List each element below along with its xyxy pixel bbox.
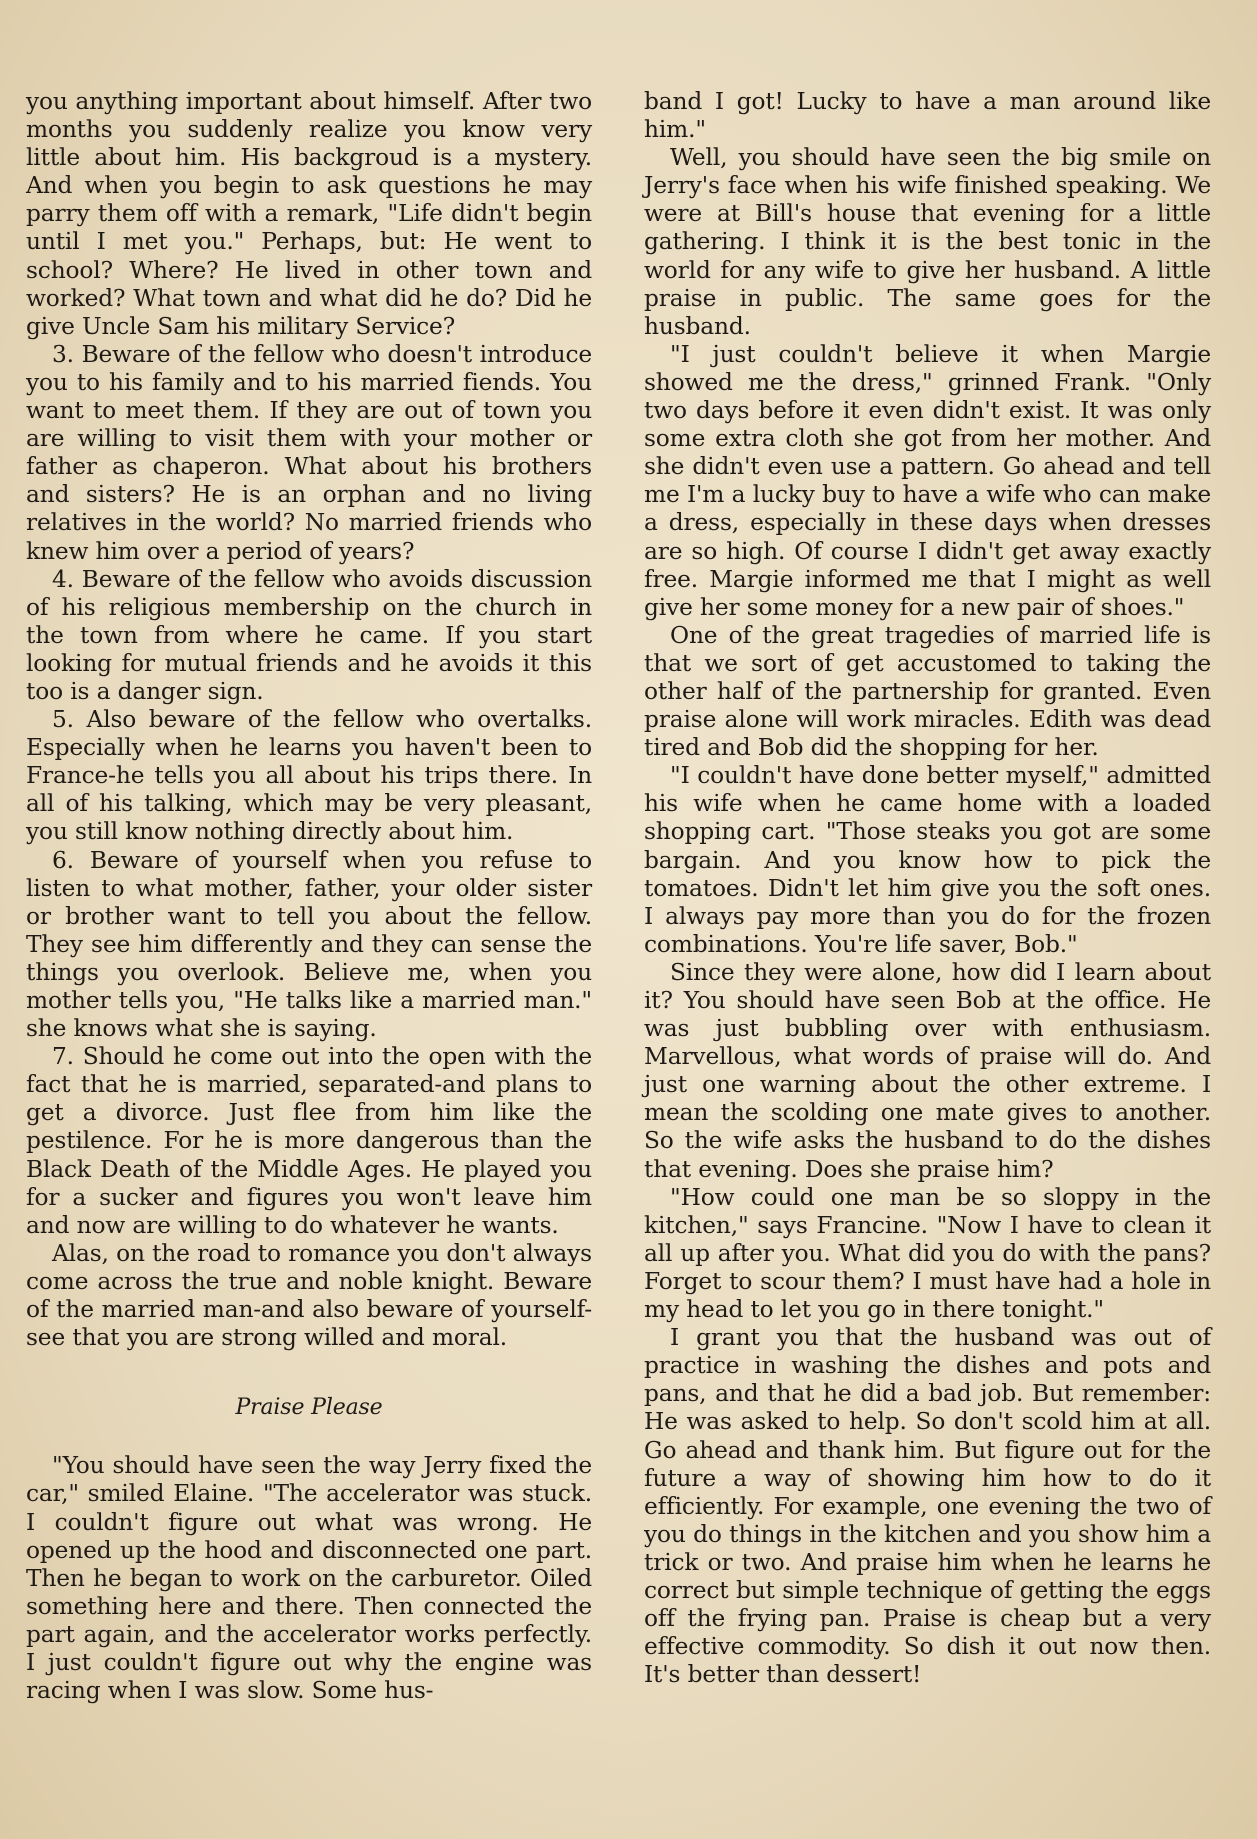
paragraph: "You should have seen the way Jerry fixed the car," smiled Elaine. "The accelerator was stuck. I couldn't figure out what was wrong. He opened up the hood and disconnected one part. Then he began to work on the carburetor. Oiled something here and there. Then connected the part again, and the accelerator works perfectly. I just couldn't figure out why the engine was racing when I was slow. Some hus- xyxy=(26,1452,592,1705)
right-column xyxy=(644,88,1211,1689)
paragraph: 5. Also beware of the fellow who overtalks. Especially when he learns you haven't been to France-he tells you all about his trips there. In all of his talking, which may be very pleasant, you still know nothing directly about him. xyxy=(26,706,592,846)
paragraph: 3. Beware of the fellow who doesn't introduce you to his family and to his married fiends. You want to meet them. If they are out of town you are willing to visit them with your mother or father as chaperon. What about his brothers and sisters? He is an orphan and no living relatives in the world? No married friends who knew him over a period of years? xyxy=(26,340,592,565)
paragraph: "How could one man be so sloppy in the kitchen," says Francine. "Now I have to clean it all up after you. What did you do with the pans? Forget to scour them? I must have had a hole in my head to let you go in there tonight." xyxy=(644,1183,1211,1324)
paragraph: 7. Should he come out into the open with the fact that he is married, separated-and plans to get a divorce. Just flee from him like the pestilence. For he is more dangerous than the Black Death of the Middle Ages. He played you for a sucker and figures you won't leave him and now are willing to do whatever he wants. xyxy=(26,1043,592,1239)
paragraph: One of the great tragedies of married life is that we sort of get accustomed to taking the other half of the partnership for granted. Even praise alone will work miracles. Edith was dead tired and Bob did the shopping for her. xyxy=(644,621,1211,762)
paragraph: Well, you should have seen the big smile on Jerry's face when his wife finished speaking. We were at Bill's house that evening for a little gathering. I think it is the best tonic in the world for any wife to give her husband. A little praise in public. The same goes for the husband. xyxy=(644,144,1211,340)
paragraph: "I just couldn't believe it when Margie showed me the dress," grinned Frank. "Only two days before it even didn't exist. It was only some extra cloth she got from her mother. And she didn't even use a pattern. Go ahead and tell me I'm a lucky buy to have a wife who can make a dress, especially in these days when dresses are so high. Of course I didn't get away exactly free. Margie informed me that I might as well give her some money for a new pair of shoes." xyxy=(644,340,1211,621)
paragraph: you anything important about himself. After two months you suddenly realize you know very little about him. His backgroud is a mystery. And when you begin to ask questions he may parry them off with a remark, "Life didn't begin until I met you." Perhaps, but: He went to school? Where? He lived in other town and worked? What town and what did he do? Did he give Uncle Sam his military Service? xyxy=(26,88,592,340)
paragraph: 6. Beware of yourself when you refuse to listen to what mother, father, your older sister or brother want to tell you about the fellow. They see him differently and they can sense the things you overlook. Believe me, when you mother tells you, "He talks like a married man." she knows what she is saying. xyxy=(26,846,592,1043)
paragraph: 4. Beware of the fellow who avoids discussion of his religious membership on the church in the town from where he came. If you start looking for mutual friends and he avoids it this too is a danger sign. xyxy=(26,565,592,705)
paragraph: "I couldn't have done better myself," admitted his wife when he came home with a loaded shopping cart. "Those steaks you got are some bargain. And you know how to pick the tomatoes. Didn't let him give you the soft ones. I always pay more than you do for the frozen combinations. You're life saver, Bob." xyxy=(644,762,1211,958)
paragraph: I grant you that the husband was out of practice in washing the dishes and pots and pans, and that he did a bad job. But remember: He was asked to help. So don't scold him at all. Go ahead and thank him. But figure out for the future a way of showing him how to do it efficiently. For example, one evening the two of you do things in the kitchen and you show him a trick or two. And praise him when he learns he correct but simple technique of getting the eggs off the frying pan. Praise is cheap but a very effective commodity. So dish it out now then. It's better than dessert! xyxy=(644,1324,1211,1689)
left-column xyxy=(26,88,592,1705)
section-heading: Praise Please xyxy=(235,1395,383,1421)
paragraph: Since they were alone, how did I learn about it? You should have seen Bob at the office. He was just bubbling over with enthusiasm. Marvellous, what words of praise will do. And just one warning about the other extreme. I mean the scolding one mate gives to another. So the wife asks the husband to do the dishes that evening. Does she praise him? xyxy=(644,958,1211,1183)
paragraph: band I got! Lucky to have a man around like him." xyxy=(644,88,1211,144)
paragraph: Alas, on the road to romance you don't always come across the true and noble knight. Beware of the married man-and also beware of yourself-see that you are strong willed and moral. xyxy=(26,1239,592,1352)
